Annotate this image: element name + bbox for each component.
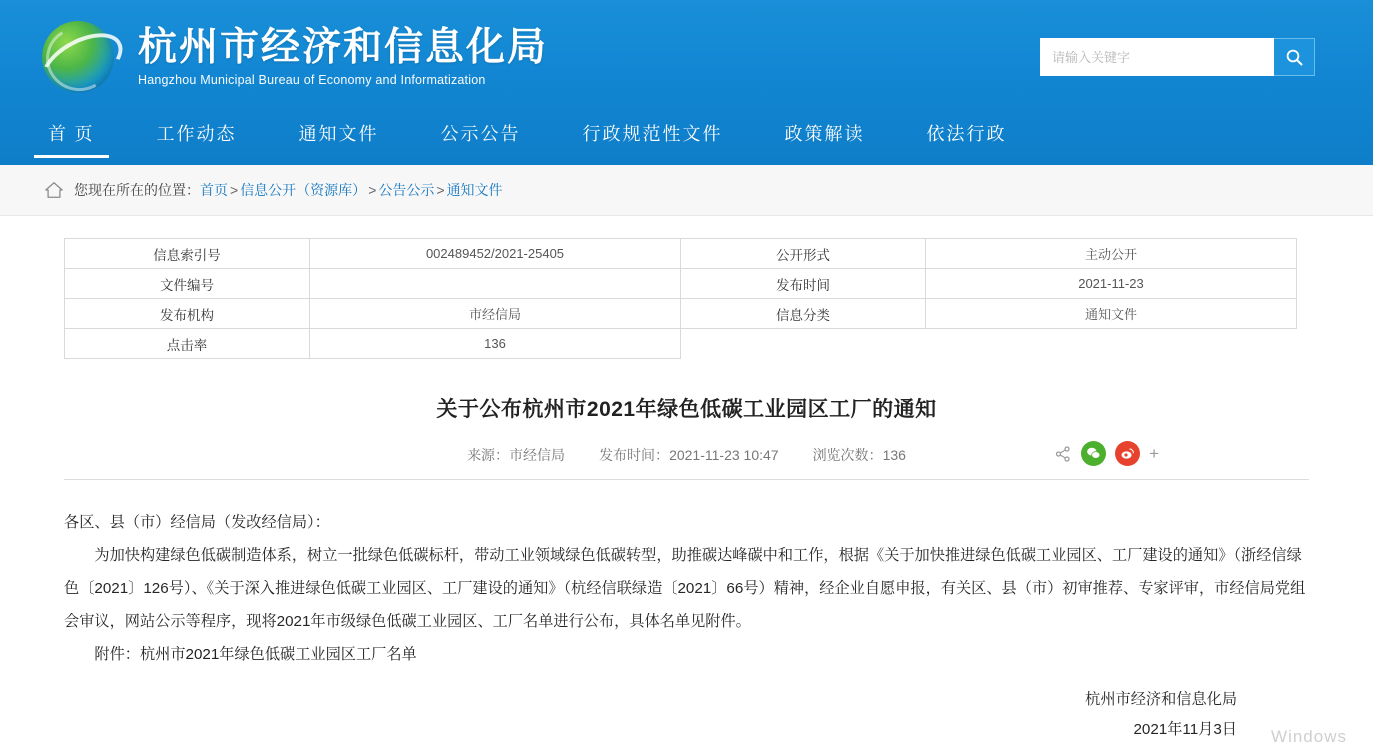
site-title-block bbox=[138, 26, 548, 88]
document-metadata-table bbox=[64, 238, 1297, 359]
nav-item-policy-interpretation[interactable]: 政策解读 bbox=[784, 124, 865, 144]
table-row bbox=[65, 299, 1297, 329]
meta-blank-cell-value bbox=[926, 329, 1297, 359]
meta-label-disclosure-form: 公开形式 bbox=[681, 239, 926, 269]
article-publish-value: 2021-11-23 10:47 bbox=[669, 447, 779, 463]
meta-value-disclosure-form: 主动公开 bbox=[926, 239, 1297, 269]
share-group bbox=[1054, 441, 1159, 466]
page-content bbox=[0, 216, 1373, 745]
article-body bbox=[64, 506, 1309, 745]
meta-label-issuing-agency: 发布机构 bbox=[65, 299, 310, 329]
article-source bbox=[467, 445, 565, 465]
nav-item-administrative-documents[interactable]: 行政规范性文件 bbox=[582, 124, 723, 144]
weibo-icon[interactable] bbox=[1115, 441, 1140, 466]
search-icon bbox=[1285, 48, 1304, 67]
page-title: 关于公布杭州市2021年绿色低碳工业园区工厂的通知 bbox=[436, 398, 937, 421]
breadcrumb-item-home[interactable]: 首页 bbox=[200, 182, 228, 198]
article-views-label: 浏览次数： bbox=[812, 447, 883, 463]
meta-label-publish-date: 发布时间 bbox=[681, 269, 926, 299]
search-button[interactable] bbox=[1274, 38, 1315, 76]
search-input[interactable] bbox=[1040, 38, 1274, 76]
nav-item-law-based-administration[interactable]: 依法行政 bbox=[926, 124, 1007, 144]
article-views bbox=[813, 445, 906, 465]
wechat-icon[interactable] bbox=[1081, 441, 1106, 466]
breadcrumb-item-notice-documents[interactable]: 通知文件 bbox=[446, 182, 503, 198]
breadcrumb-separator-2: > bbox=[368, 182, 377, 198]
meta-label-info-category: 信息分类 bbox=[681, 299, 926, 329]
nav-item-public-announcements[interactable]: 公示公告 bbox=[440, 124, 521, 144]
breadcrumb bbox=[0, 165, 1373, 216]
breadcrumb-item-announcements[interactable]: 公告公示 bbox=[378, 182, 435, 198]
search-box[interactable] bbox=[1040, 38, 1315, 76]
breadcrumb-separator-1: > bbox=[230, 182, 239, 198]
attachment-prefix: 附件： bbox=[94, 646, 140, 663]
meta-value-info-category: 通知文件 bbox=[926, 299, 1297, 329]
plus-icon[interactable]: + bbox=[1149, 443, 1159, 463]
breadcrumb-prefix: 您现在所在的位置： bbox=[74, 182, 200, 198]
article-paragraph-main: 为加快构建绿色低碳制造体系，树立一批绿色低碳标杆，带动工业领域绿色低碳转型，助推碳达峰碳中和工作，根据《关于加快推进绿色低碳工业园区、工厂建设的通知》（浙经信绿色〔2021〕126号）、《关于深入推进绿色低碳工业园区、工厂建设的通知》（杭经信联绿造〔2021〕66号）精神，经企业自愿申报，有关区、县（市）初审推荐、专家评审，市经信局党组会审议，网站公示等程序，现将2021年市级绿色低碳工业园区、工厂名单进行公布，具体名单见附件。 bbox=[64, 547, 1306, 630]
site-title-en: Hangzhou Municipal Bureau of Economy and Informatization bbox=[138, 73, 486, 88]
nav-item-notice-documents[interactable]: 通知文件 bbox=[298, 124, 379, 144]
breadcrumb-item-info-disclosure[interactable]: 信息公开（资源库） bbox=[240, 182, 367, 198]
share-icon[interactable] bbox=[1054, 445, 1072, 463]
article-signature bbox=[64, 685, 1309, 745]
article-source-label: 来源： bbox=[467, 447, 510, 463]
breadcrumb-separator-3: > bbox=[436, 182, 445, 198]
article-publish-time bbox=[599, 445, 779, 465]
article-views-value: 136 bbox=[882, 447, 906, 463]
windows-watermark: Windows bbox=[1271, 727, 1347, 746]
attachment-link[interactable]: 杭州市2021年绿色低碳工业园区工厂名单 bbox=[139, 646, 417, 663]
meta-label-click-rate: 点击率 bbox=[65, 329, 310, 359]
nav-item-work-news[interactable]: 工作动态 bbox=[156, 124, 237, 144]
main-nav[interactable] bbox=[0, 113, 1373, 165]
table-row bbox=[65, 239, 1297, 269]
signature-organization: 杭州市经济和信息化局 bbox=[1085, 691, 1237, 708]
table-row bbox=[65, 329, 1297, 359]
meta-value-publish-date: 2021-11-23 bbox=[926, 269, 1297, 299]
home-icon[interactable] bbox=[44, 180, 64, 200]
table-row bbox=[65, 269, 1297, 299]
site-header bbox=[0, 0, 1373, 165]
article-paragraph-salutation: 各区、县（市）经信局（发改经信局）： bbox=[64, 514, 330, 531]
article-attachment bbox=[64, 638, 1309, 671]
article-source-value: 市经信局 bbox=[509, 447, 566, 463]
signature-date: 2021年11月3日 bbox=[1133, 721, 1237, 738]
meta-value-file-number bbox=[310, 269, 681, 299]
meta-value-issuing-agency: 市经信局 bbox=[310, 299, 681, 329]
nav-item-home[interactable]: 首 页 bbox=[48, 120, 95, 158]
article-publish-label: 发布时间： bbox=[599, 447, 670, 463]
site-title-cn: 杭州市经济和信息化局 bbox=[138, 25, 549, 69]
meta-value-click-rate: 136 bbox=[310, 329, 681, 359]
meta-value-index-number: 002489452/2021-25405 bbox=[310, 239, 681, 269]
meta-label-index-number: 信息索引号 bbox=[65, 239, 310, 269]
meta-blank-cell-label bbox=[681, 329, 926, 359]
meta-label-file-number: 文件编号 bbox=[65, 269, 310, 299]
globe-leaf-logo-icon[interactable] bbox=[36, 15, 120, 99]
article-meta-bar bbox=[64, 445, 1309, 480]
